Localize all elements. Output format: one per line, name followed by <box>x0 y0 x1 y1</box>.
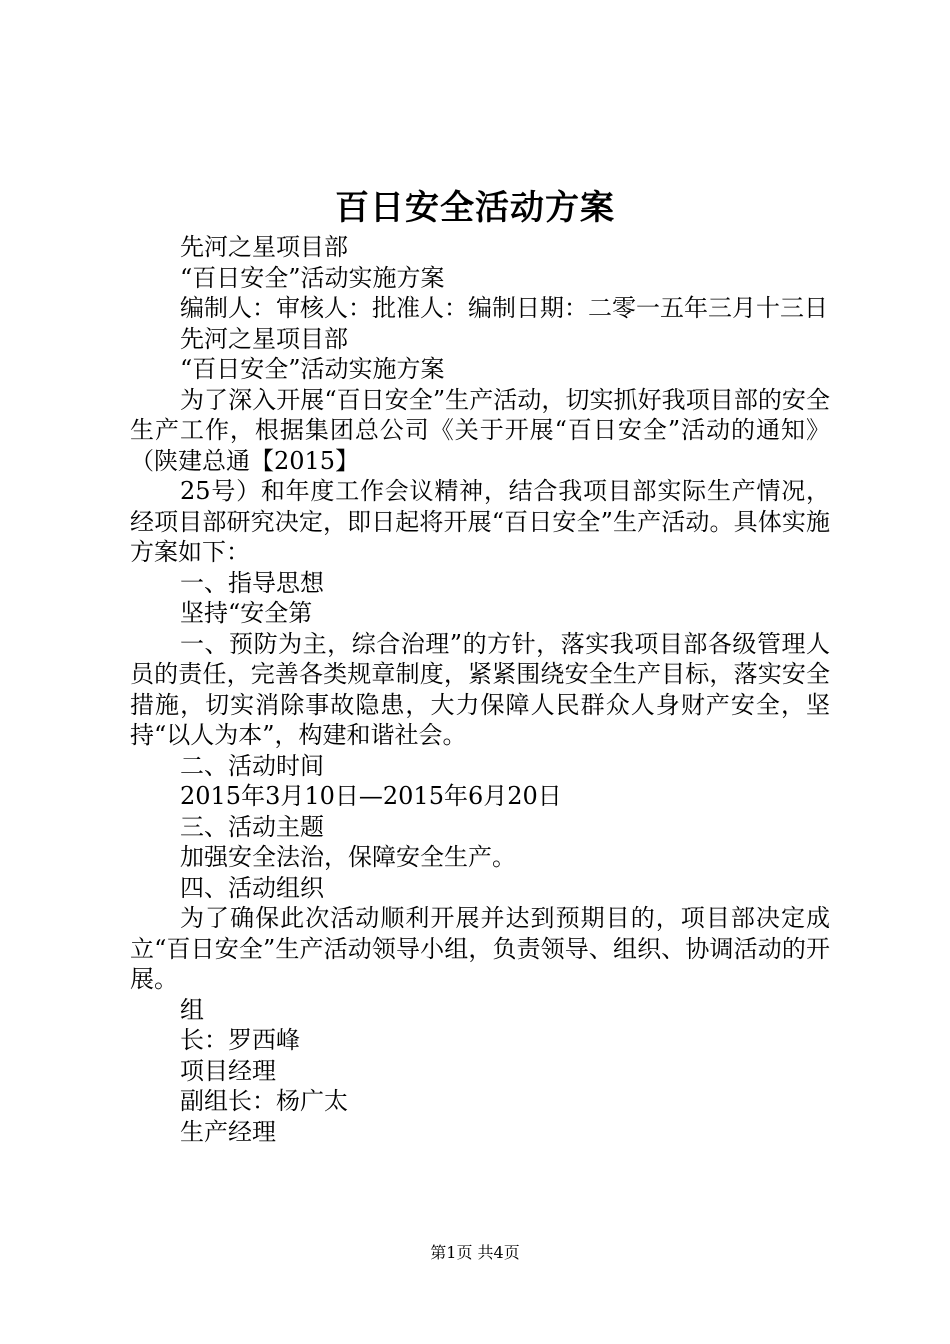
paragraph: 组 <box>180 995 204 1024</box>
paragraph: 项目经理 <box>180 1056 276 1085</box>
paragraph: 先河之星项目部 <box>180 324 348 353</box>
paragraph: 2015年3月10日—2015年6月20日 <box>180 782 562 810</box>
paragraph: 三、活动主题 <box>180 812 324 841</box>
paragraph: 加强安全法治，保障安全生产。 <box>180 843 516 871</box>
paragraph: 生产经理 <box>180 1117 276 1146</box>
paragraph: 副组长：杨广太 <box>180 1087 348 1115</box>
paragraph: 一、指导思想 <box>180 568 324 597</box>
paragraph: 坚持“安全第 <box>180 599 313 627</box>
document-title: 百日安全活动方案 <box>335 188 615 228</box>
paragraph: 为了确保此次活动顺利开展并达到预期目的，项目部决定成立“百日安全”生产活动领导小组，负责领导、组织、协调活动的开展。 <box>130 904 830 993</box>
paragraph: 编制人：审核人：批准人：编制日期：二零一五年三月十三日 <box>180 294 828 322</box>
paragraph: 二、活动时间 <box>180 751 324 780</box>
paragraph: 长：罗西峰 <box>180 1026 300 1054</box>
paragraph: 四、活动组织 <box>180 873 324 902</box>
page-footer: 第1页 共4页 <box>430 1243 520 1262</box>
paragraph: 一、预防为主，综合治理”的方针，落实我项目部各级管理人员的责任，完善各类规章制度，紧紧围绕安全生产目标，落实安全措施，切实消除事故隐患，大力保障人民群众人身财产安全，坚持“以人为本”，构建和谐社会。 <box>130 629 830 749</box>
paragraph: 先河之星项目部 <box>180 233 348 261</box>
paragraph: “百日安全”活动实施方案 <box>180 263 445 292</box>
paragraph: 25号）和年度工作会议精神，结合我项目部实际生产情况，经项目部研究决定，即日起将开展“百日安全”生产活动。具体实施方案如下： <box>130 477 830 566</box>
paragraph: 为了深入开展“百日安全”生产活动，切实抓好我项目部的安全生产工作，根据集团总公司《关于开展“百日安全”活动的通知》（陕建总通【2015】 <box>130 385 830 475</box>
document-body <box>130 232 830 1147</box>
paragraph: “百日安全”活动实施方案 <box>180 355 445 383</box>
